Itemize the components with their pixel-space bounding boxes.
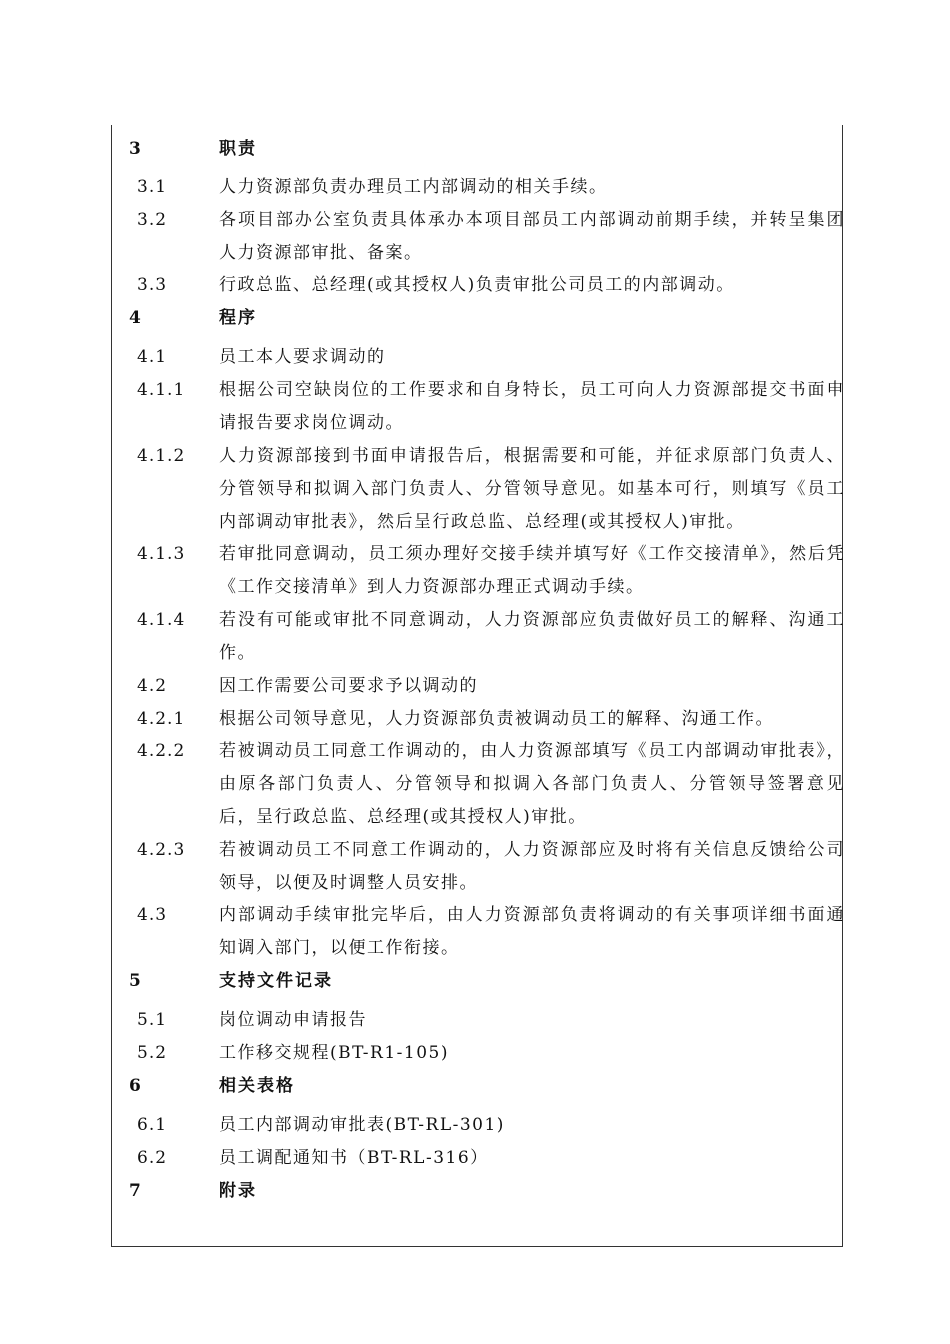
clause-text: 内部调动手续审批完毕后，由人力资源部负责将调动的有关事项详细书面通知调入部门，以便工作衔接。 (219, 905, 845, 958)
clause-number: 4.1.4 (137, 610, 186, 630)
clause-number: 3.2 (137, 210, 168, 230)
clause-number: 4.1 (137, 347, 168, 367)
clause-number: 6.2 (137, 1148, 168, 1168)
clause-number: 6.1 (137, 1115, 168, 1135)
clause-number: 4.1.2 (137, 446, 186, 466)
clause-text: 若被调动员工不同意工作调动的，人力资源部应及时将有关信息反馈给公司领导，以便及时调整人员安排。 (219, 840, 845, 893)
clause-number: 5.1 (137, 1010, 168, 1030)
section-number: 3 (129, 139, 142, 159)
clause-number: 4.2 (137, 676, 168, 696)
clause-text: 工作移交规程(BT-R1-105) (219, 1043, 449, 1063)
section-number: 7 (129, 1181, 142, 1201)
section-title: 支持文件记录 (219, 971, 333, 991)
section-title: 附录 (219, 1181, 257, 1201)
clause-text: 若审批同意调动，员工须办理好交接手续并填写好《工作交接清单》，然后凭《工作交接清单》到人力资源部办理正式调动手续。 (219, 544, 845, 597)
section-title: 程序 (219, 308, 257, 328)
clause-number: 4.3 (137, 905, 168, 925)
clause-number: 5.2 (137, 1043, 168, 1063)
section-number: 4 (129, 308, 142, 328)
section-title: 相关表格 (219, 1076, 295, 1096)
clause-text: 因工作需要公司要求予以调动的 (219, 676, 478, 696)
clause-text: 若被调动员工同意工作调动的，由人力资源部填写《员工内部调动审批表》，由原各部门负责人、分管领导和拟调入各部门负责人、分管领导签署意见后，呈行政总监、总经理(或其授权人)审批。 (219, 741, 845, 827)
clause-number: 4.1.3 (137, 544, 186, 564)
section-title: 职责 (219, 139, 257, 159)
clause-number: 4.2.1 (137, 709, 186, 729)
clause-number: 4.2.3 (137, 840, 186, 860)
clause-text: 行政总监、总经理(或其授权人)负责审批公司员工的内部调动。 (219, 275, 735, 295)
clause-text: 岗位调动申请报告 (219, 1010, 367, 1030)
clause-text: 人力资源部接到书面申请报告后，根据需要和可能，并征求原部门负责人、分管领导和拟调入部门负责人、分管领导意见。如基本可行，则填写《员工内部调动审批表》，然后呈行政总监、总经理(或其授权人)审批。 (219, 446, 845, 532)
clause-text: 员工内部调动审批表(BT-RL-301) (219, 1115, 505, 1135)
clause-text: 人力资源部负责办理员工内部调动的相关手续。 (219, 177, 608, 197)
clause-text: 各项目部办公室负责具体承办本项目部员工内部调动前期手续，并转呈集团人力资源部审批、备案。 (219, 210, 845, 263)
clause-text: 根据公司空缺岗位的工作要求和自身特长，员工可向人力资源部提交书面申请报告要求岗位调动。 (219, 380, 845, 433)
section-number: 5 (129, 971, 142, 991)
clause-text: 根据公司领导意见，人力资源部负责被调动员工的解释、沟通工作。 (219, 709, 774, 729)
clause-text: 员工调配通知书（BT-RL-316） (219, 1148, 489, 1168)
clause-number: 3.1 (137, 177, 168, 197)
clause-number: 4.2.2 (137, 741, 186, 761)
clause-number: 3.3 (137, 275, 168, 295)
clause-text: 员工本人要求调动的 (219, 347, 386, 367)
clause-number: 4.1.1 (137, 380, 186, 400)
clause-text: 若没有可能或审批不同意调动，人力资源部应负责做好员工的解释、沟通工作。 (219, 610, 845, 663)
section-number: 6 (129, 1076, 142, 1096)
